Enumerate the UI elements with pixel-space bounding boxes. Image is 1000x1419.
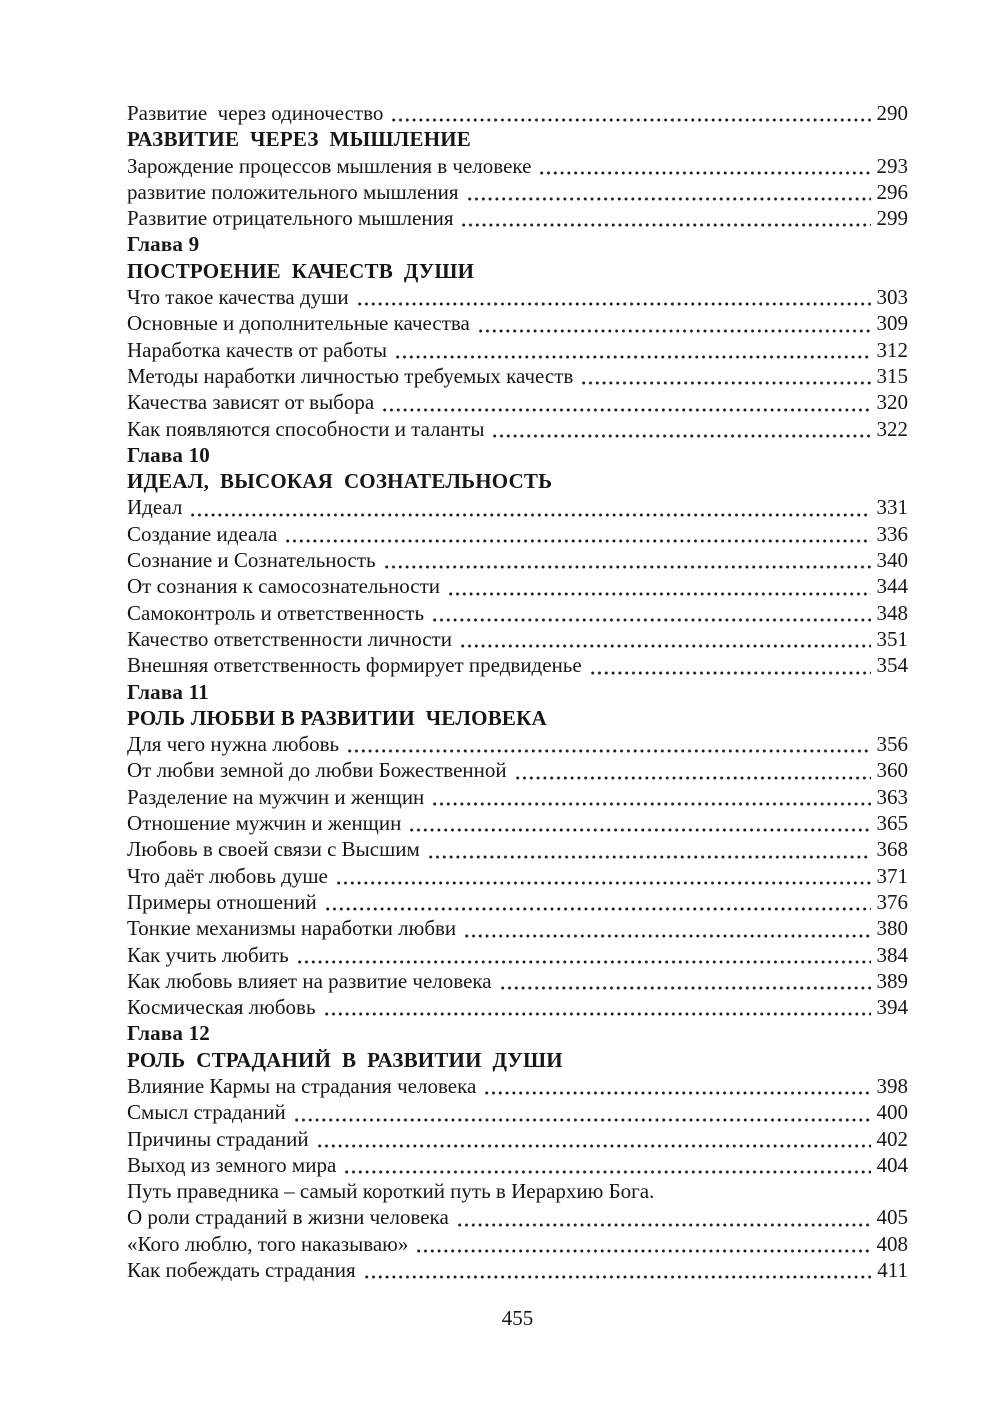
toc-row-title: От любви земной до любви Божественной <box>127 758 507 783</box>
dot-leader <box>540 153 870 179</box>
toc-row-title: Как любовь влияет на развитие человека <box>127 968 492 993</box>
dot-leader <box>516 757 871 783</box>
toc-row-page: 365 <box>876 811 908 836</box>
dot-leader <box>365 1257 872 1283</box>
toc-entry <box>127 889 908 915</box>
toc-entry <box>127 494 908 520</box>
toc-row-title: «Кого люблю, того наказываю» <box>127 1231 409 1256</box>
toc-row-page: 312 <box>876 337 908 362</box>
toc-entry <box>127 573 908 599</box>
dot-leader <box>465 915 870 941</box>
toc-chapter-label <box>127 1020 908 1046</box>
toc-row-page: 405 <box>876 1205 908 1230</box>
dot-leader <box>591 652 871 678</box>
toc-row-title: Любовь в своей связи с Высшим <box>127 837 420 862</box>
toc-list <box>127 100 908 1283</box>
toc-row-title: РАЗВИТИЕ ЧЕРЕЗ МЫШЛЕНИЕ <box>127 127 471 152</box>
toc-section-heading <box>127 258 908 284</box>
toc-row-page: 404 <box>876 1152 908 1177</box>
dot-leader <box>345 1152 870 1178</box>
toc-row-page: 299 <box>876 206 908 231</box>
toc-entry <box>127 284 908 310</box>
dot-leader <box>485 1073 870 1099</box>
toc-row-page: 303 <box>876 285 908 310</box>
toc-row-title: Развитие отрицательного мышления <box>127 206 454 231</box>
toc-row-page: 398 <box>876 1073 908 1098</box>
toc-row-page: 356 <box>876 732 908 757</box>
toc-entry <box>127 363 908 389</box>
toc-entry <box>127 1126 908 1152</box>
toc-chapter-label <box>127 231 908 257</box>
dot-leader <box>582 363 870 389</box>
toc-entry <box>127 652 908 678</box>
toc-row-page: 376 <box>876 889 908 914</box>
dot-leader <box>392 100 870 126</box>
toc-entry <box>127 1073 908 1099</box>
toc-row-title: Основные и дополнительные качества <box>127 311 470 336</box>
toc-entry <box>127 310 908 336</box>
toc-row-page: 293 <box>876 153 908 178</box>
toc-row-page: 340 <box>876 548 908 573</box>
dot-leader <box>326 889 871 915</box>
toc-row-page: 402 <box>876 1126 908 1151</box>
toc-entry <box>127 337 908 363</box>
dot-leader <box>468 179 871 205</box>
dot-leader <box>479 310 871 336</box>
toc-row-page: 371 <box>876 863 908 888</box>
toc-row-page: 368 <box>876 837 908 862</box>
dot-leader <box>318 1126 871 1152</box>
toc-entry <box>127 153 908 179</box>
toc-row-title: Отношение мужчин и женщин <box>127 811 402 836</box>
toc-row-title: Качества зависят от выбора <box>127 390 375 415</box>
toc-entry <box>127 600 908 626</box>
toc-entry <box>127 968 908 994</box>
toc-row-title: Как появляются способности и таланты <box>127 416 485 441</box>
toc-row-page: 322 <box>876 416 908 441</box>
toc-entry <box>127 1231 908 1257</box>
toc-row-title: Глава 10 <box>127 442 210 467</box>
toc-row-title: Глава 12 <box>127 1021 210 1046</box>
toc-row-title: Как побеждать страдания <box>127 1258 356 1283</box>
toc-entry <box>127 389 908 415</box>
toc-row-page: 354 <box>876 653 908 678</box>
dot-leader <box>385 547 871 573</box>
toc-row-title: Примеры отношений <box>127 889 317 914</box>
toc-row-title: Создание идеала <box>127 521 278 546</box>
toc-row-page: 315 <box>876 363 908 388</box>
toc-entry <box>127 784 908 810</box>
toc-row-title: развитие положительного мышления <box>127 179 459 204</box>
toc-row-title: Сознание и Сознательность <box>127 548 376 573</box>
dot-leader <box>458 1204 871 1230</box>
toc-entry <box>127 179 908 205</box>
toc-row-title: РОЛЬ СТРАДАНИЙ В РАЗВИТИИ ДУШИ <box>127 1047 563 1072</box>
toc-row-title: Выход из земного мира <box>127 1152 337 1177</box>
toc-entry <box>127 994 908 1020</box>
toc-chapter-label <box>127 679 908 705</box>
dot-leader <box>410 810 870 836</box>
toc-entry <box>127 1099 908 1125</box>
toc-row-title: Самоконтроль и ответственность <box>127 600 425 625</box>
toc-row-page: 290 <box>876 101 908 125</box>
toc-entry <box>127 836 908 862</box>
toc-chapter-label <box>127 442 908 468</box>
dot-leader <box>433 784 870 810</box>
dot-leader <box>348 731 870 757</box>
toc-row-page: 408 <box>876 1231 908 1256</box>
toc-entry <box>127 1257 908 1283</box>
toc-entry <box>127 547 908 573</box>
toc-entry <box>127 915 908 941</box>
toc-row-page: 394 <box>876 995 908 1020</box>
dot-leader <box>429 836 871 862</box>
toc-section-heading <box>127 468 908 494</box>
toc-row-title: Причины страданий <box>127 1126 309 1151</box>
toc-row-title: Глава 9 <box>127 232 200 257</box>
toc-row-title: Внешняя ответственность формирует предвиденье <box>127 653 582 678</box>
dot-leader <box>396 337 871 363</box>
toc-row-page: 344 <box>876 574 908 599</box>
toc-row-title: Космическая любовь <box>127 995 316 1020</box>
dot-leader <box>501 968 871 994</box>
dot-leader <box>417 1231 870 1257</box>
toc-section-heading <box>127 705 908 731</box>
toc-row-page: 348 <box>876 600 908 625</box>
toc-row-title: Для чего нужна любовь <box>127 732 340 757</box>
toc-row-title: Тонкие механизмы наработки любви <box>127 916 457 941</box>
toc-entry <box>127 100 908 126</box>
toc-entry <box>127 731 908 757</box>
toc-row-page: 320 <box>876 390 908 415</box>
dot-leader <box>325 994 871 1020</box>
toc-row-page: 363 <box>876 784 908 809</box>
toc-entry <box>127 626 908 652</box>
toc-entry <box>127 416 908 442</box>
toc-row-page: 309 <box>876 311 908 336</box>
dot-leader <box>286 521 870 547</box>
toc-entry <box>127 521 908 547</box>
toc-text-line <box>127 1178 908 1204</box>
toc-row-page: 351 <box>876 626 908 651</box>
toc-row-title: Наработка качеств от работы <box>127 337 387 362</box>
toc-row-title: ИДЕАЛ, ВЫСОКАЯ СОЗНАТЕЛЬНОСТЬ <box>127 469 553 494</box>
toc-row-title: Влияние Кармы на страдания человека <box>127 1073 477 1098</box>
toc-row-title: Развитие через одиночество <box>127 101 384 125</box>
toc-row-title: Что такое качества души <box>127 285 349 310</box>
dot-leader <box>358 284 871 310</box>
toc-entry <box>127 810 908 836</box>
dot-leader <box>462 205 870 231</box>
dot-leader <box>433 600 870 626</box>
toc-row-title: О роли страданий в жизни человека <box>127 1205 449 1230</box>
toc-row-title: От сознания к самосознательности <box>127 574 441 599</box>
toc-row-page: 331 <box>876 495 908 520</box>
toc-row-title: Разделение на мужчин и женщин <box>127 784 425 809</box>
toc-row-title: Смысл страданий <box>127 1100 286 1125</box>
page-number: 455 <box>501 1306 534 1330</box>
toc-row-title: Качество ответственности личности <box>127 626 452 651</box>
toc-row-page: 380 <box>876 916 908 941</box>
dot-leader <box>191 494 870 520</box>
toc-row-title: Что даёт любовь душе <box>127 863 328 888</box>
toc-row-page: 411 <box>877 1258 908 1283</box>
dot-leader <box>449 573 870 599</box>
dot-leader <box>493 416 870 442</box>
toc-row-title: Методы наработки личностью требуемых качеств <box>127 363 574 388</box>
dot-leader <box>298 942 871 968</box>
dot-leader <box>295 1099 871 1125</box>
toc-section-heading <box>127 1047 908 1073</box>
toc-entry <box>127 863 908 889</box>
dot-leader <box>383 389 870 415</box>
toc-row-title: Зарождение процессов мышления в человеке <box>127 153 532 178</box>
toc-entry <box>127 1152 908 1178</box>
dot-leader <box>337 863 871 889</box>
toc-entry <box>127 205 908 231</box>
toc-entry <box>127 757 908 783</box>
toc-row-title: Глава 11 <box>127 679 209 704</box>
toc-entry <box>127 942 908 968</box>
toc-row-page: 384 <box>876 942 908 967</box>
dot-leader <box>461 626 871 652</box>
toc-row-page: 296 <box>876 179 908 204</box>
toc-row-page: 400 <box>876 1100 908 1125</box>
toc-row-title: Идеал <box>127 495 183 520</box>
toc-row-page: 389 <box>876 968 908 993</box>
toc-row-title: Путь праведника – самый короткий путь в Иерархию Бога. <box>127 1179 655 1204</box>
toc-section-heading <box>127 126 908 152</box>
toc-entry <box>127 1204 908 1230</box>
toc-row-page: 336 <box>876 521 908 546</box>
toc-row-title: РОЛЬ ЛЮБВИ В РАЗВИТИИ ЧЕЛОВЕКА <box>127 705 547 730</box>
toc-row-page: 360 <box>876 758 908 783</box>
toc-row-title: Как учить любить <box>127 942 289 967</box>
toc-row-title: ПОСТРОЕНИЕ КАЧЕСТВ ДУШИ <box>127 258 475 283</box>
